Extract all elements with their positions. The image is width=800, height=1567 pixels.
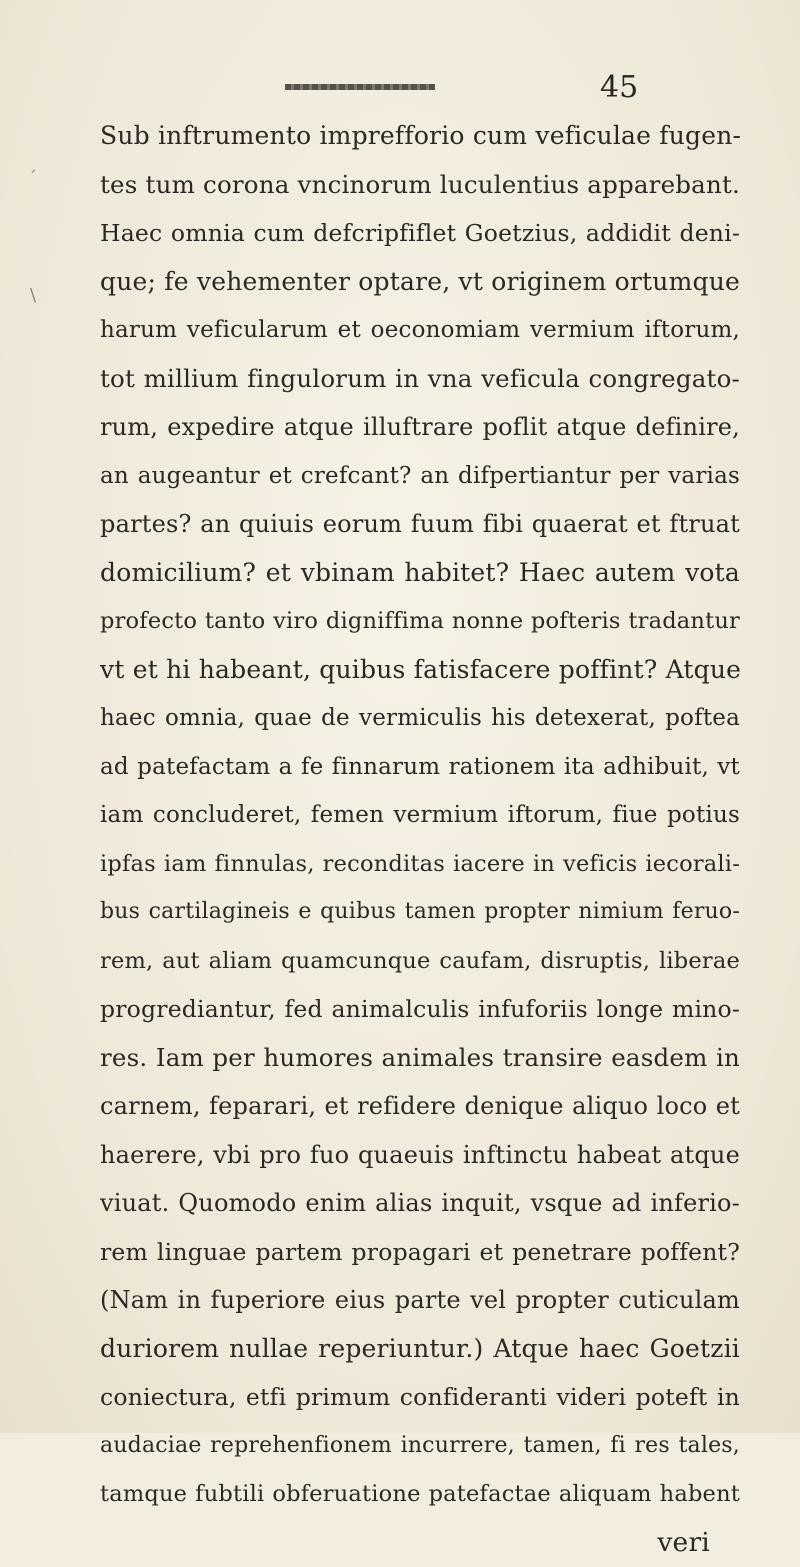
text-line: duriorem nullae reperiuntur.) Atque haec Goetzii [100,1325,740,1374]
header-rule [285,84,435,90]
text-line: vt et hi habeant, quibus fatisfacere poffint? Atque [100,646,740,695]
text-line: partes? an quiuis eorum fuum fibi quaerat et ftruat [100,500,740,549]
text-line: iam concluderet, femen vermium iftorum, fiue potius [100,791,740,840]
text-line: haerere, vbi pro fuo quaeuis inftinctu habeat atque [100,1131,740,1180]
text-line: domicilium? et vbinam habitet? Haec autem vota [100,549,740,598]
text-line: harum veficularum et oeconomiam vermium iftorum, [100,306,740,355]
text-line: carnem, feparari, et refidere denique aliquo loco et [100,1082,740,1131]
text-line: an augeantur et crefcant? an difpertiantur per varias [100,452,740,501]
text-line: coniectura, etfi primum confideranti videri poteft in [100,1373,740,1422]
text-line: rem linguae partem propagari et penetrare poffent? [100,1228,740,1277]
margin-mark: \ [30,285,36,306]
catchword: veri [100,1519,740,1567]
text-line: rum, expedire atque illuftrare poflit atque definire, [100,403,740,452]
text-line: tamque fubtili obferuatione patefactae aliquam habent [100,1470,740,1519]
text-line: que; fe vehementer optare, vt originem ortumque [100,258,740,307]
text-line: audaciae reprehenfionem incurrere, tamen, fi res tales, [100,1422,740,1471]
text-line: res. Iam per humores animales transire easdem in [100,1034,740,1083]
text-line: tot millium fingulorum in vna veficula congregato- [100,355,740,404]
text-line: viuat. Quomodo enim alias inquit, vsque ad inferio- [100,1179,740,1228]
text-line: ipfas iam finnulas, reconditas iacere in veficis iecorali- [100,840,740,889]
text-line: rem, aut aliam quamcunque caufam, disruptis, liberae [100,937,740,986]
text-line: (Nam in fuperiore eius parte vel propter cuticulam [100,1276,740,1325]
page-number: 45 [600,70,638,105]
text-line: ad patefactam a fe finnarum rationem ita adhibuit, vt [100,743,740,792]
body-text [100,112,740,1567]
text-line: haec omnia, quae de vermiculis his detexerat, poftea [100,694,740,743]
text-line: Sub inftrumento imprefforio cum veficulae fugen- [100,112,740,161]
margin-mark: ´ [28,168,37,189]
text-line: progrediantur, fed animalculis infuforiis longe mino- [100,985,740,1034]
text-line: tes tum corona vncinorum luculentius apparebant. [100,161,740,210]
text-line: profecto tanto viro digniffima nonne pofteris tradantur [100,597,740,646]
text-line: bus cartilagineis e quibus tamen propter nimium feruo- [100,888,740,937]
text-line: Haec omnia cum defcripfiflet Goetzius, addidit deni- [100,209,740,258]
